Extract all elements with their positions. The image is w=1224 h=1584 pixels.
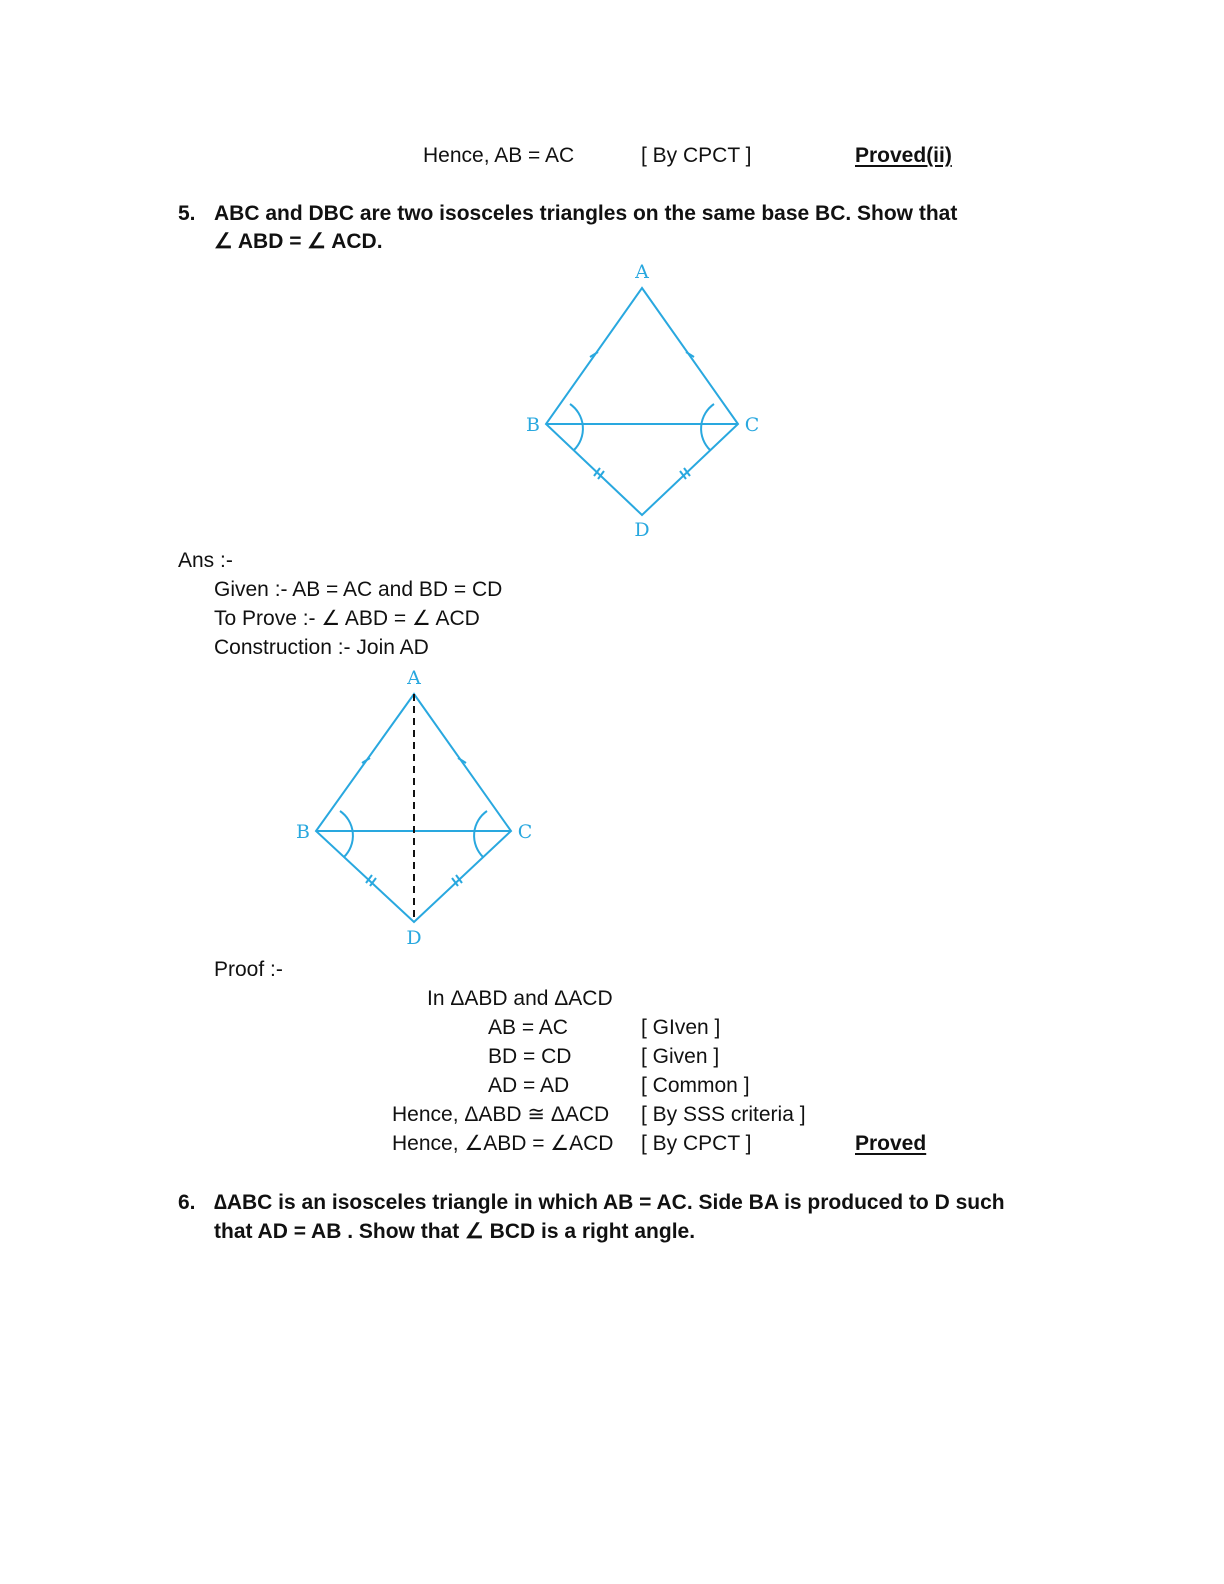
proof-intro: In ΔABD and ΔACD — [427, 987, 613, 1010]
proof-label: Proof :- — [214, 958, 283, 981]
proof-step-statement: BD = CD — [488, 1045, 572, 1068]
proof-step-statement: Hence, ∠ABD = ∠ACD — [392, 1132, 614, 1155]
q5-number: 5. — [178, 202, 196, 225]
given-line: Given :- AB = AC and BD = CD — [214, 578, 503, 601]
ans-label: Ans :- — [178, 549, 233, 572]
proof-step-statement: AD = AD — [488, 1074, 570, 1097]
q5-text-line2: ∠ ABD = ∠ ACD. — [214, 230, 383, 253]
prev-proved-mark: Proved(ii) — [855, 144, 952, 167]
q5-text-line1: ABC and DBC are two isosceles triangles on the same base BC. Show that — [214, 202, 958, 225]
prev-reason: [ By CPCT ] — [641, 144, 752, 167]
fig1-label-a: A — [635, 261, 649, 283]
proof-step-reason: [ By SSS criteria ] — [641, 1103, 806, 1126]
fig1-label-c: C — [744, 414, 760, 436]
construction-line: Construction :- Join AD — [214, 636, 429, 659]
proof-step-reason: [ Common ] — [641, 1074, 750, 1097]
q6-number: 6. — [178, 1191, 196, 1214]
prev-statement: Hence, AB = AC — [423, 144, 575, 167]
proof-step-reason: [ By CPCT ] — [641, 1132, 752, 1155]
proof-step-reason: [ Given ] — [641, 1045, 720, 1068]
proof-step-statement: AB = AC — [488, 1016, 568, 1039]
to-prove-line: To Prove :- ∠ ABD = ∠ ACD — [214, 607, 480, 630]
proof-step-statement: Hence, ΔABD ≅ ΔACD — [392, 1103, 610, 1126]
fig2-label-b: B — [296, 821, 310, 843]
fig2-label-d: D — [406, 927, 422, 949]
fig1-label-b: B — [526, 414, 540, 436]
fig2-label-a: A — [407, 667, 421, 689]
q6-text-line2: that AD = AB . Show that ∠ BCD is a right angle. — [214, 1220, 696, 1243]
fig2-label-c: C — [517, 821, 533, 843]
proved-mark: Proved — [855, 1132, 927, 1155]
proof-step-reason: [ GIven ] — [641, 1016, 721, 1039]
q6-text-line1: ∆ABC is an isosceles triangle in which AB = AC. Side BA is produced to D such — [214, 1191, 1005, 1214]
fig1-label-d: D — [634, 519, 650, 541]
